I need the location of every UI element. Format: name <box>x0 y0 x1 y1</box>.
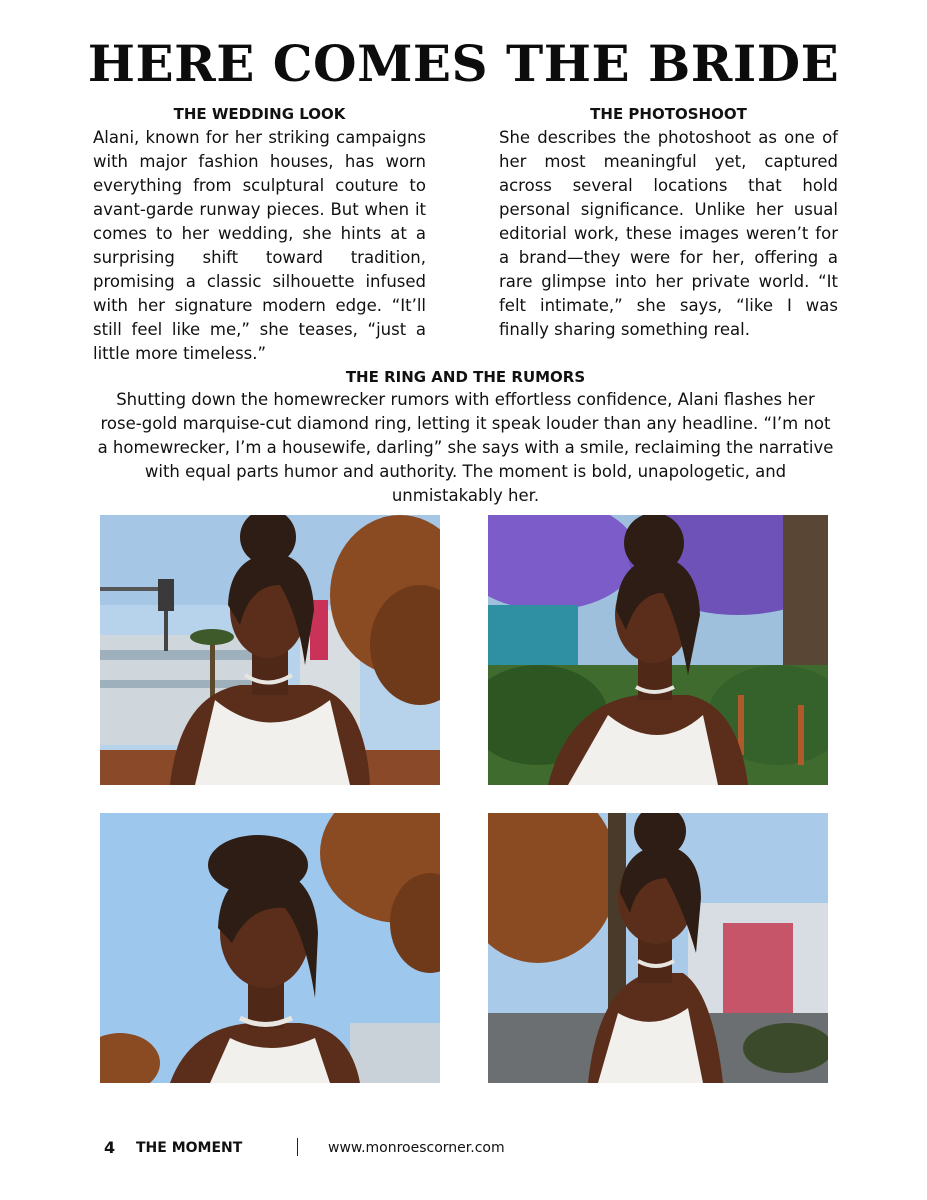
bride-photo-shoulder <box>488 813 828 1083</box>
wedding-look-heading: THE WEDDING LOOK <box>173 105 346 123</box>
page-number: 4 <box>104 1138 116 1157</box>
ring-section <box>93 367 838 508</box>
page-footer <box>0 1138 927 1160</box>
magazine-name: THE MOMENT <box>136 1140 243 1156</box>
ring-body: Shutting down the homewrecker rumors with effortless confidence, Alani flashes her rose-gold marquise-cut diamond ring, letting it speak louder than any headline. “I’m not a homewrecker, I’m a housewife, darling” she says with a smile, reclaiming the narrative with equal parts humor and authority. The moment is bold, unapologetic, and unmistakably her. <box>97 390 834 505</box>
wedding-look-body: Alani, known for her striking campaigns with major fashion houses, has worn everything from sculptural couture to avant-garde runway pieces. But when it comes to her wedding, she hints at a surprising shift toward tradition, promising a classic silhouette infused with her signature modern edge. “It’ll still feel like me,” she teases, “just a little more timeless.” <box>93 128 426 363</box>
photoshoot-heading: THE PHOTOSHOOT <box>590 105 747 123</box>
bride-photo-street <box>100 515 440 785</box>
photoshoot-section <box>499 104 838 342</box>
ring-heading: THE RING AND THE RUMORS <box>345 368 586 386</box>
page-title: HERE COMES THE BRIDE <box>87 34 840 93</box>
photoshoot-body: She describes the photoshoot as one of her most meaningful yet, captured across several locations that hold personal significance. Unlike her usual editorial work, these images weren’t for a brand—they were for her, offering a rare glimpse into her private world. “It felt intimate,” she says, “like I was finally sharing something real. <box>499 128 838 339</box>
website-url[interactable]: www.monroescorner.com <box>328 1140 505 1156</box>
bride-photo-jacaranda <box>488 515 828 785</box>
wedding-look-section <box>93 104 426 366</box>
bride-photo-sky <box>100 813 440 1083</box>
footer-divider <box>297 1138 298 1156</box>
